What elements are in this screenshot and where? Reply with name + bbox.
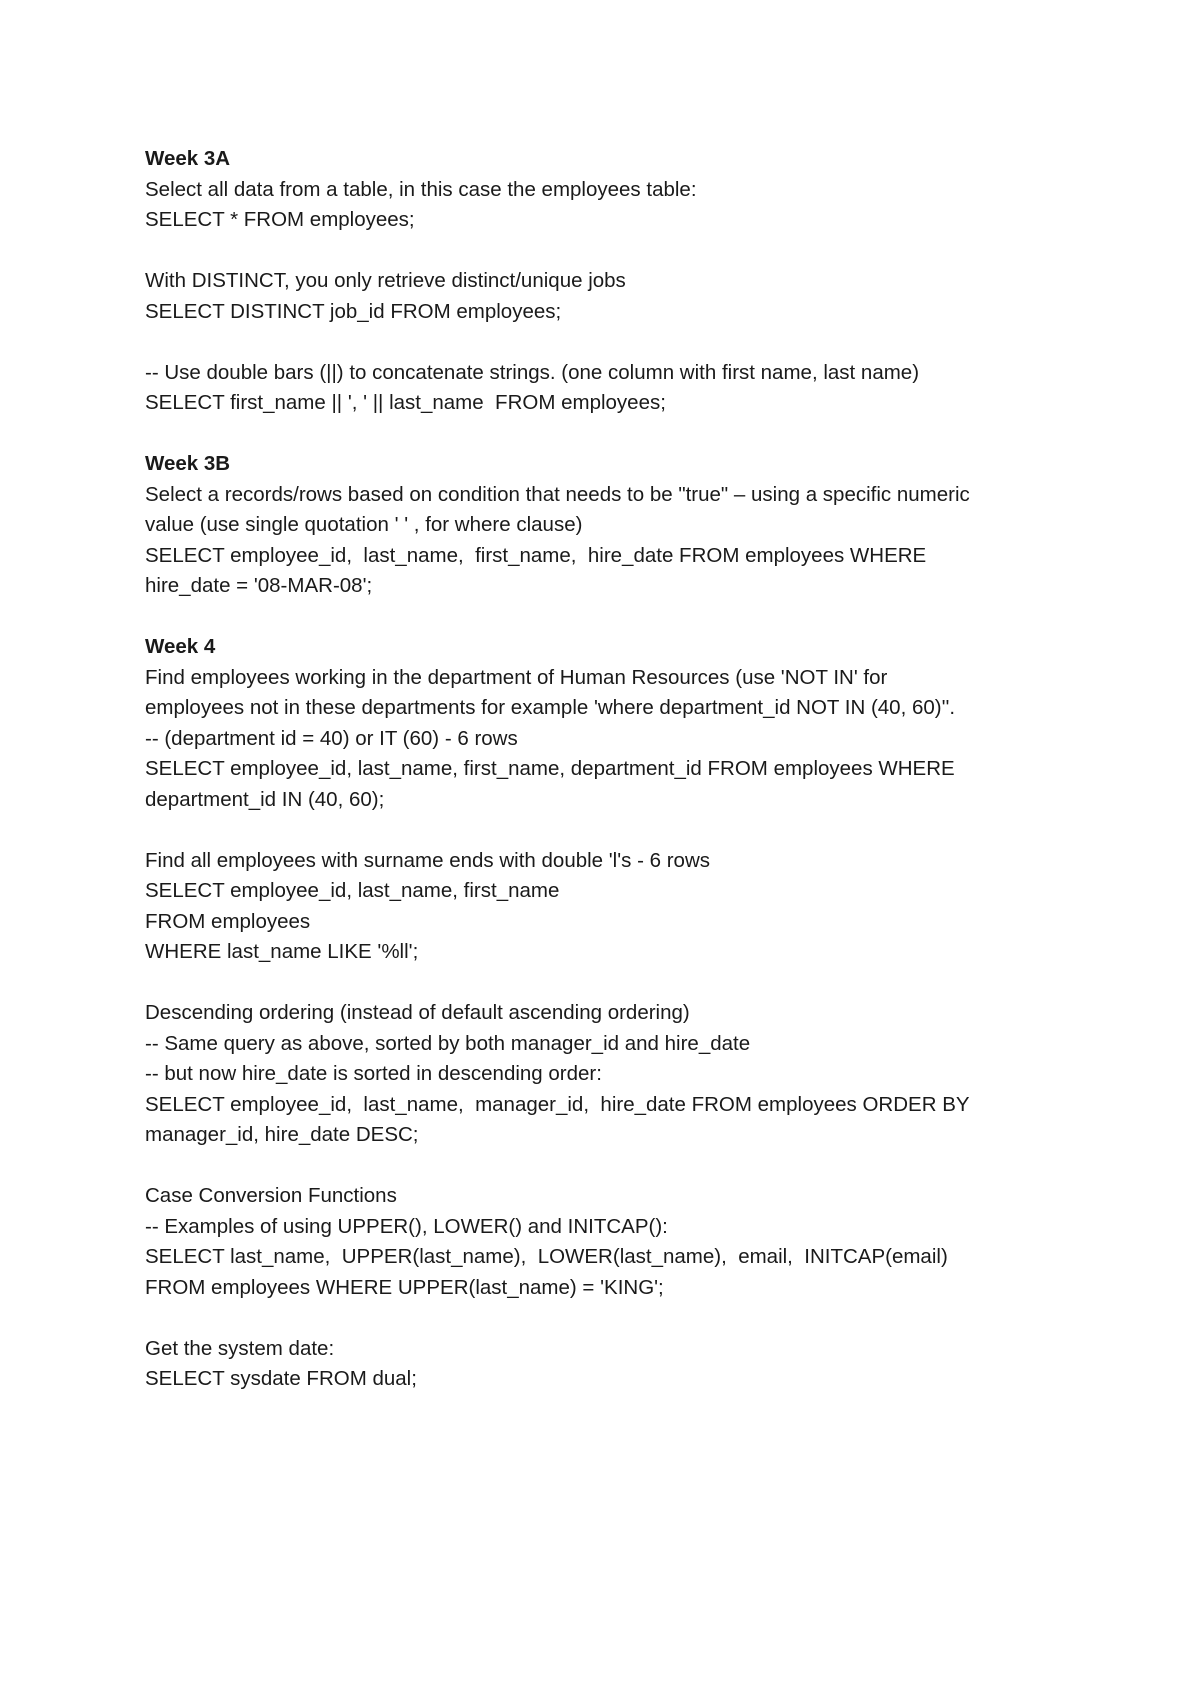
sql-line: SELECT DISTINCT job_id FROM employees; [145,299,562,323]
text-line: Find all employees with surname ends with double 'l's - 6 rows [145,848,711,872]
comment-line: -- Examples of using UPPER(), LOWER() and INITCAP(): [145,1214,668,1238]
comment-line: -- (department id = 40) or IT (60) - 6 rows [145,726,518,750]
text-line: Descending ordering (instead of default ascending ordering) [145,1001,690,1024]
sql-line: FROM employees [145,909,311,933]
document-page [145,144,1065,1395]
week3b-section [145,449,1065,602]
text-line: Find employees working in the department of Human Resources (use 'NOT IN' for [145,665,888,689]
comment-line: -- but now hire_date is sorted in descending order: [145,1062,602,1085]
comment-line: -- Use double bars (||) to concatenate strings. (one column with first name, last name) [145,360,920,384]
week3a-heading: Week 3A [145,147,231,170]
text-line: Select all data from a table, in this case the employees table: [145,177,697,201]
sql-line: SELECT employee_id, last_name, first_name, hire_date FROM employees WHERE [145,543,927,567]
week4-section [145,632,1065,1395]
text-line: Case Conversion Functions [145,1184,397,1207]
text-line: employees not in these departments for example 'where department_id NOT IN (40, 60)''. [145,696,956,719]
sql-line: WHERE last_name LIKE '%ll'; [145,940,419,963]
sql-line: SELECT first_name || ', ' || last_name FROM employees; [145,391,666,414]
sql-line: SELECT employee_id, last_name, first_name, department_id FROM employees WHERE [145,757,955,780]
sql-line: hire_date = '08-MAR-08'; [145,574,373,597]
week3a-section [145,144,1065,419]
sql-line: SELECT last_name, UPPER(last_name), LOWER(last_name), email, INITCAP(email) [145,1245,948,1268]
week4-heading: Week 4 [145,635,216,658]
text-line: Select a records/rows based on condition that needs to be "true" – using a specific numeric [145,482,970,506]
sql-line: SELECT employee_id, last_name, first_name [145,879,560,902]
week3b-heading: Week 3B [145,452,231,475]
text-line: With DISTINCT, you only retrieve distinct/unique jobs [145,269,626,292]
sql-line: SELECT employee_id, last_name, manager_id, hire_date FROM employees ORDER BY [145,1092,970,1116]
sql-line: manager_id, hire_date DESC; [145,1123,419,1146]
sql-line: SELECT sysdate FROM dual; [145,1367,417,1390]
sql-line: department_id IN (40, 60); [145,787,385,811]
text-line: Get the system date: [145,1336,335,1360]
text-line: value (use single quotation ' ' , for where clause) [145,513,583,536]
comment-line: -- Same query as above, sorted by both manager_id and hire_date [145,1031,751,1055]
sql-line: FROM employees WHERE UPPER(last_name) = 'KING'; [145,1275,664,1299]
sql-line: SELECT * FROM employees; [145,208,415,231]
